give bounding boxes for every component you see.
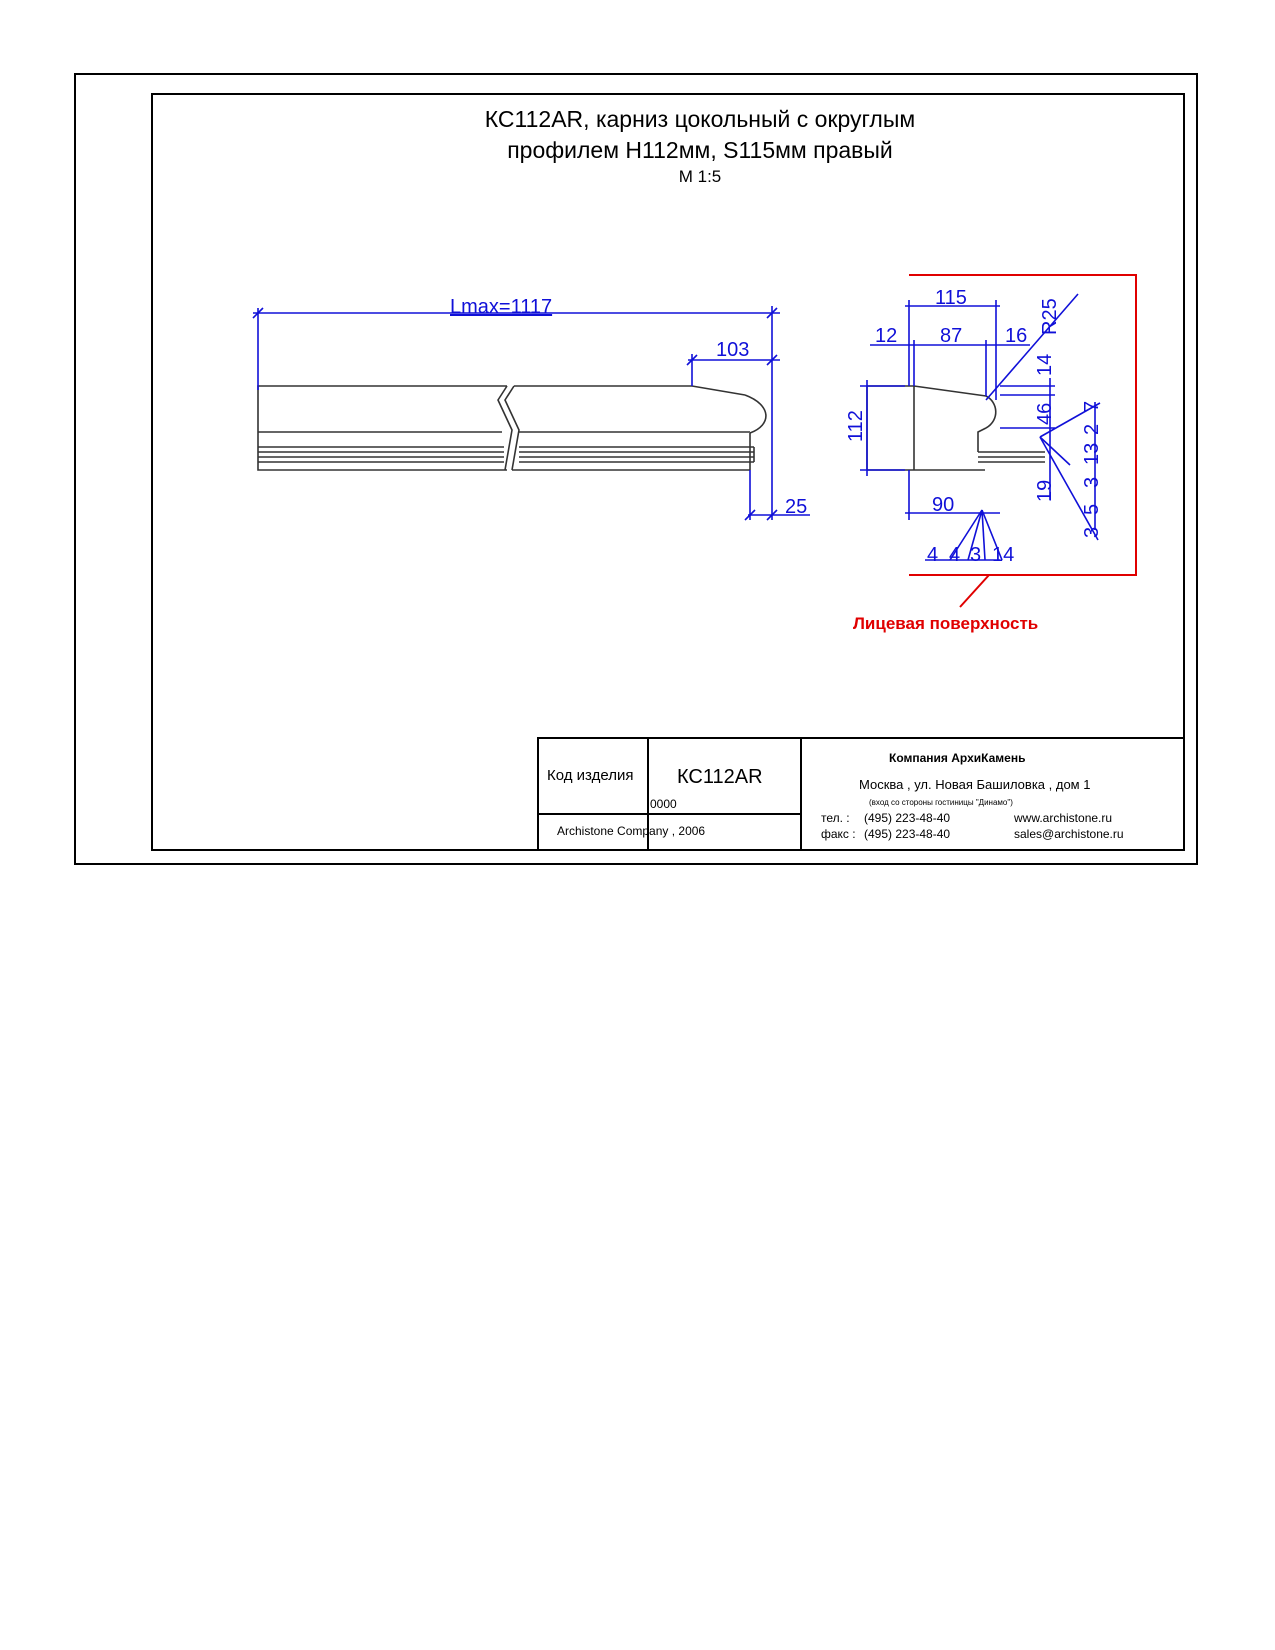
section-width-label: 115 — [935, 287, 967, 309]
title-block-divider — [539, 813, 800, 815]
section-bottom-dim-4a: 4 — [927, 544, 939, 566]
email-link[interactable]: sales@archistone.ru — [1014, 827, 1124, 841]
product-number: 0000 — [650, 797, 677, 811]
address-note: (вход со стороны гостиницы "Динамо") — [869, 798, 1013, 807]
section-bottom-dim-14: 14 — [992, 544, 1015, 566]
tel-number: (495) 223-48-40 — [864, 811, 951, 825]
section-bottom-dim-4b: 4 — [949, 544, 961, 566]
section-dim-3b: 3 — [1081, 526, 1103, 538]
section-radius-label: R25 — [1039, 298, 1061, 335]
drawing-title-line1: КС112AR, карниз цокольный с округлым — [484, 106, 916, 132]
fax-label: факс : — [821, 827, 856, 841]
section-height-label: 112 — [845, 410, 867, 442]
face-surface-label: Лицевая поверхность — [853, 614, 1039, 633]
end-offset-dimension-label: 25 — [785, 496, 808, 518]
section-dim-7: 7 — [1081, 400, 1103, 412]
section-dim-5: 5 — [1081, 503, 1103, 515]
fax-number: (495) 223-48-40 — [864, 827, 951, 841]
drawing-title-line2: профилем Н112мм, S115мм правый — [507, 137, 893, 163]
section-dim-46: 46 — [1034, 402, 1056, 425]
title-block — [537, 737, 1185, 851]
section-dim-12: 12 — [875, 325, 898, 347]
section-bottom-width-label: 90 — [932, 494, 955, 516]
website-link[interactable]: www.archistone.ru — [1014, 811, 1113, 825]
drawing-scale: М 1:5 — [678, 167, 722, 186]
section-dim-3: 3 — [1081, 476, 1103, 488]
title-block-divider — [800, 739, 802, 851]
section-dim-13: 13 — [1081, 442, 1103, 465]
length-dimension-label: Lmax=1117 — [450, 296, 553, 318]
elevation-outline — [258, 386, 766, 470]
copyright-text: Archistone Company , 2006 — [557, 824, 706, 838]
section-dim-87: 87 — [940, 325, 963, 347]
section-dim-19: 19 — [1034, 479, 1056, 502]
section-dim-2: 2 — [1081, 423, 1103, 435]
section-dim-14-right: 14 — [1034, 353, 1056, 376]
company-address: Москва , ул. Новая Башиловка , дом 1 — [859, 777, 1091, 792]
product-code-label: Код изделия — [547, 767, 634, 784]
tel-label: тел. : — [821, 811, 850, 825]
section-dim-16: 16 — [1005, 325, 1028, 347]
end-width-dimension-label: 103 — [716, 339, 750, 361]
section-bottom-dim-3: 3 — [970, 544, 982, 566]
product-code-value: КС112AR — [677, 766, 763, 788]
company-name: Компания АрхиКамень — [889, 751, 1026, 765]
